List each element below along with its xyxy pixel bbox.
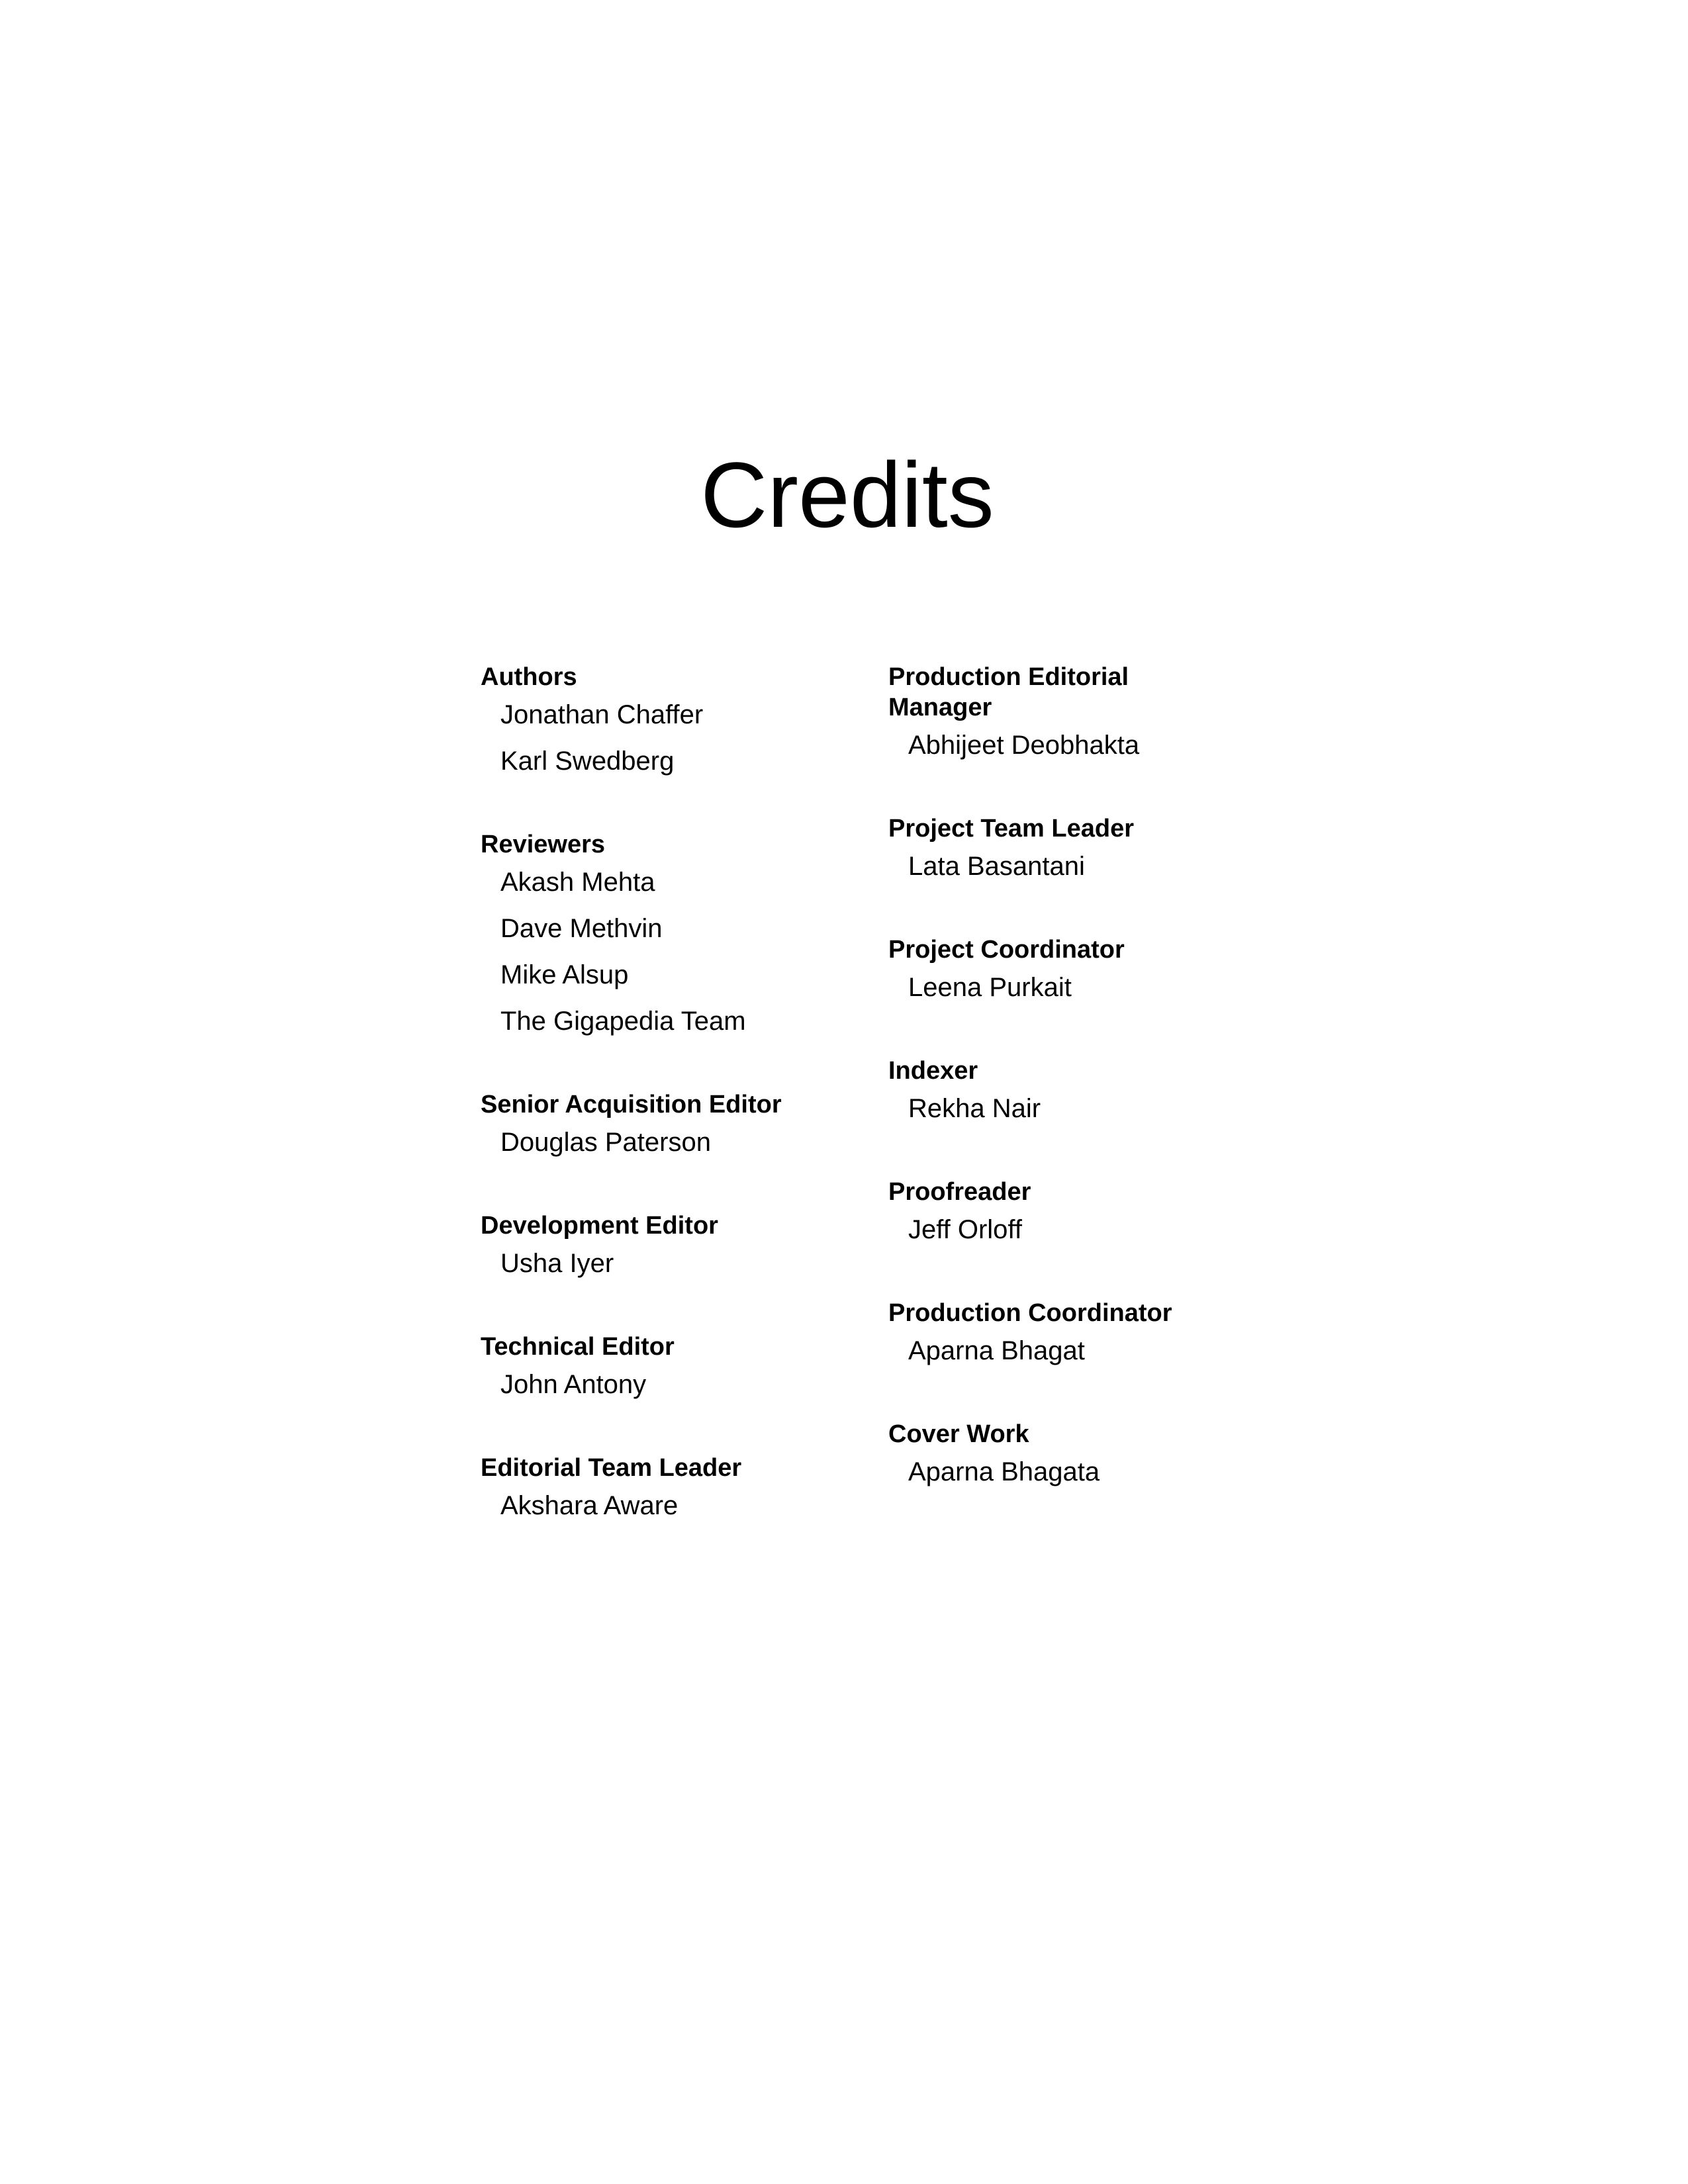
role-heading: Indexer [888, 1057, 978, 1085]
person-name: John Antony [500, 1370, 647, 1399]
person-name: Leena Purkait [908, 973, 1072, 1002]
person-name: Aparna Bhagat [908, 1336, 1085, 1365]
credits-column-left [481, 662, 851, 1574]
person-name: Akash Mehta [500, 868, 655, 897]
role-heading: Development Editor [481, 1212, 718, 1240]
credit-section-indexer [888, 1056, 1233, 1124]
credit-section-authors [481, 662, 851, 776]
person-name: Jonathan Chaffer [500, 700, 704, 729]
person-name: Dave Methvin [500, 914, 663, 943]
credit-section-proofreader [888, 1177, 1233, 1245]
person-name: The Gigapedia Team [500, 1007, 746, 1036]
credit-section-technical-editor [481, 1332, 851, 1400]
credits-column-right [888, 662, 1233, 1540]
person-name: Abhijeet Deobhakta [908, 731, 1140, 760]
role-heading: Authors [481, 663, 577, 691]
role-heading: Project Coordinator [888, 936, 1125, 964]
person-name: Aparna Bhagata [908, 1457, 1100, 1486]
person-name: Karl Swedberg [500, 747, 675, 776]
person-name: Akshara Aware [500, 1491, 679, 1520]
credit-section-project-team-leader [888, 813, 1233, 882]
credit-section-development-editor [481, 1210, 851, 1279]
credit-section-cover-work [888, 1419, 1233, 1487]
credit-section-reviewers [481, 829, 851, 1036]
person-name: Mike Alsup [500, 960, 629, 989]
role-heading: Proofreader [888, 1178, 1031, 1206]
role-heading: Senior Acquisition Editor [481, 1091, 782, 1118]
role-heading: Editorial Team Leader [481, 1454, 742, 1482]
page-title: Credits [700, 443, 994, 547]
person-name: Douglas Paterson [500, 1128, 711, 1157]
person-name: Lata Basantani [908, 852, 1085, 881]
credit-section-senior-acquisition-editor [481, 1089, 851, 1158]
credit-section-production-coordinator [888, 1298, 1233, 1366]
role-heading: Production Editorial Manager [888, 663, 1129, 721]
credit-section-production-editorial-manager [888, 662, 1233, 760]
role-heading: Reviewers [481, 831, 606, 858]
role-heading: Project Team Leader [888, 815, 1135, 842]
credit-section-project-coordinator [888, 934, 1233, 1003]
person-name: Usha Iyer [500, 1249, 614, 1278]
role-heading: Cover Work [888, 1420, 1029, 1448]
credit-section-editorial-team-leader [481, 1453, 851, 1521]
person-name: Rekha Nair [908, 1094, 1041, 1123]
role-heading: Technical Editor [481, 1333, 675, 1361]
person-name: Jeff Orloff [908, 1215, 1022, 1244]
role-heading: Production Coordinator [888, 1299, 1172, 1327]
